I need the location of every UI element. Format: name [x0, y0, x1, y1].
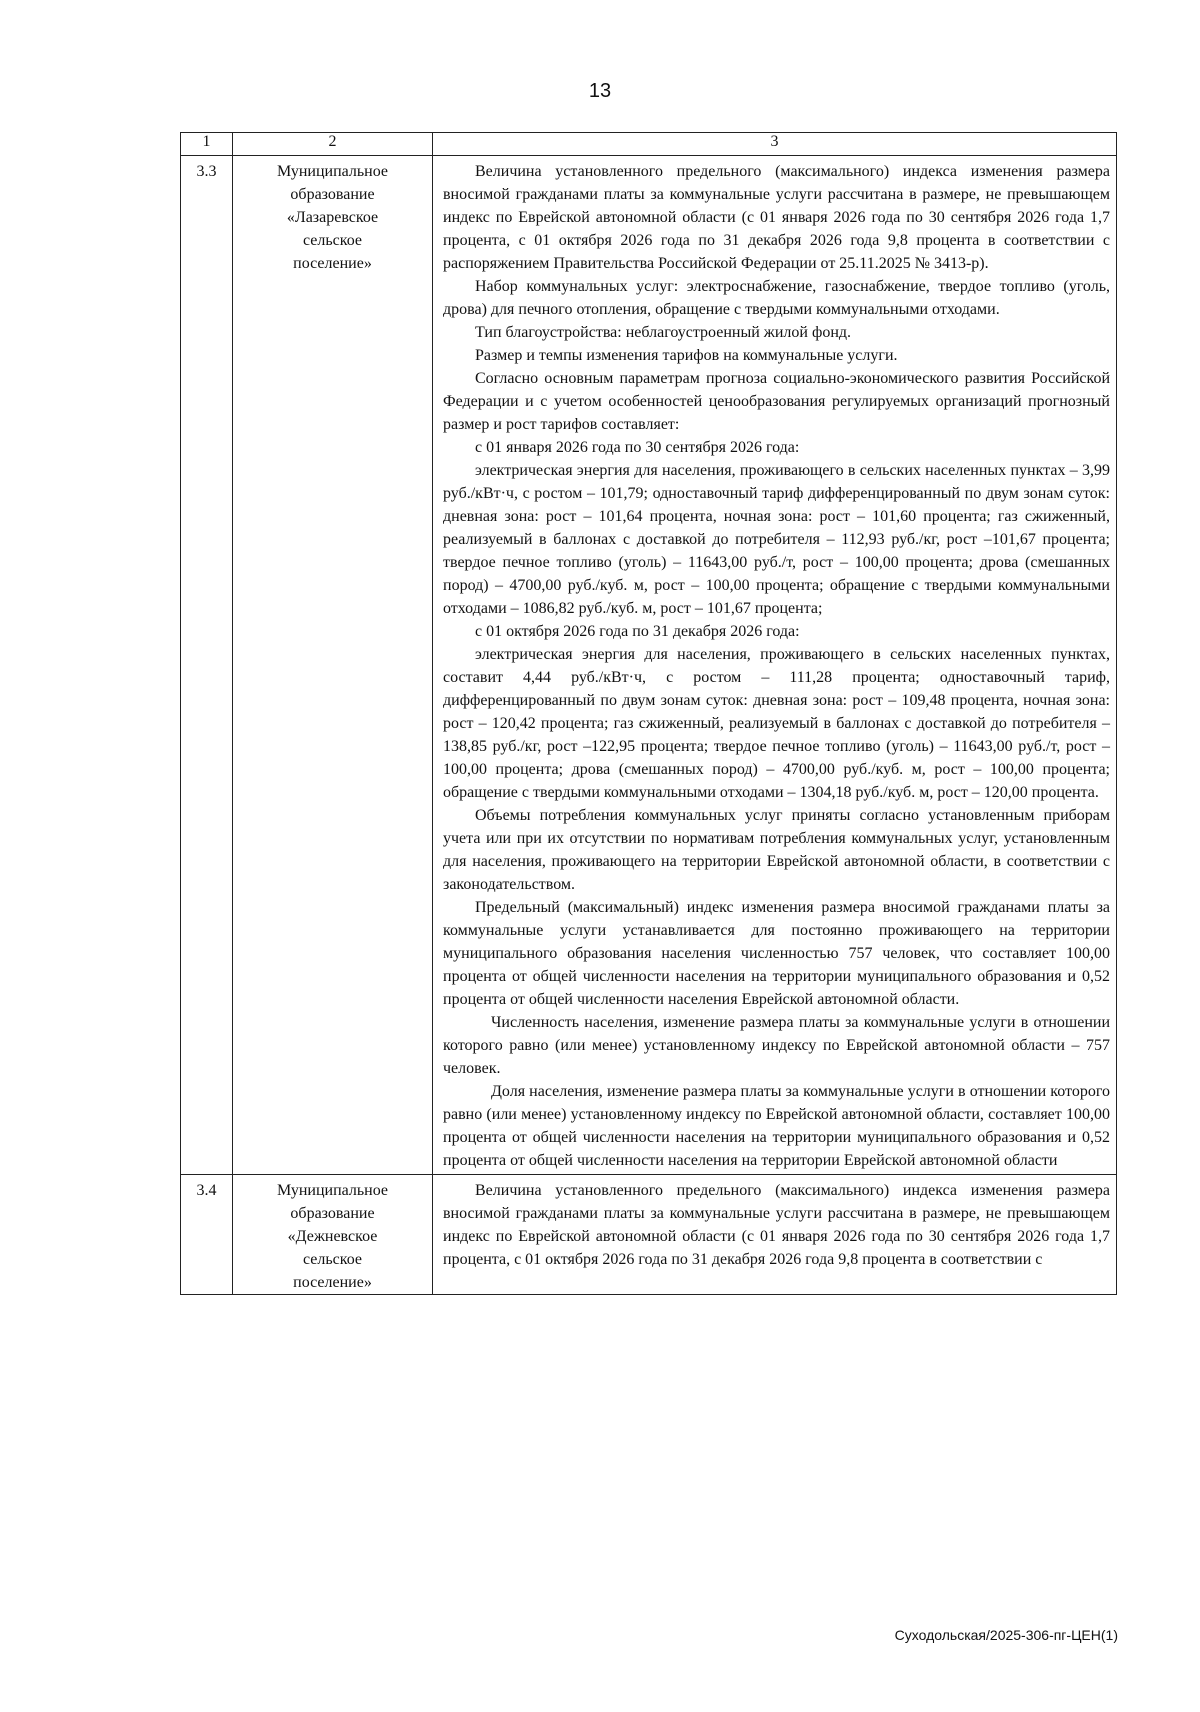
- municipality-name: [233, 156, 433, 1175]
- paragraph: Численность населения, изменение размера платы за коммунальные услуги в отношении которого равно (или менее) установленному индексу по Еврейской автономной области – 757 человек.: [443, 1014, 1110, 1077]
- row-number: 3.3: [181, 156, 233, 1175]
- name-line: образование: [290, 186, 375, 203]
- table-header-row: [181, 133, 1117, 156]
- paragraph: электрическая энергия для населения, проживающего в сельских населенных пунктах – 3,99 руб./кВт·ч, с ростом – 101,79; одноставочный тариф дифференцированный по двум зонам суток: дневная зона: рост – 101,64 процента, ночная зона: рост – 101,60 процента; газ сжиженный, реализуемый в баллонах с доставкой до потребителя – 112,93 руб./кг, рост –101,67 процента; твердое печное топливо (уголь) – 11643,00 руб./т, рост – 100,00 процента; дрова (смешанных пород) – 4700,00 руб./куб. м, рост – 100,00 процента; обращение с твердыми коммунальными отходами – 1086,82 руб./куб. м, рост – 101,67 процента;: [443, 462, 1110, 617]
- paragraph: Предельный (максимальный) индекс изменения размера вносимой гражданами платы за коммунальные услуги устанавливается для постоянно проживающего на территории муниципального образования населения численностью 757 человек, что составляет 100,00 процента от общей численности населения на территории муниципального образования и 0,52 процента от общей численности населения Еврейской автономной области.: [443, 899, 1110, 1008]
- paragraph: Набор коммунальных услуг: электроснабжение, газоснабжение, твердое топливо (уголь, дрова) для печного отопления, обращение с твердыми коммунальными отходами.: [443, 278, 1110, 318]
- tariff-table: [180, 132, 1117, 1295]
- name-line: «Лазаревское: [286, 209, 379, 226]
- paragraph: Тип благоустройства: неблагоустроенный жилой фонд.: [475, 324, 852, 341]
- name-line: сельское: [302, 1251, 363, 1268]
- paragraph: Согласно основным параметрам прогноза социально-экономического развития Российской Федерации и с учетом особенностей ценообразования регулируемых организаций прогнозный размер и рост тарифов составляет:: [443, 370, 1110, 433]
- municipality-name: [233, 1175, 433, 1295]
- document-code: Суходольская/2025-306-пг-ЦЕН(1): [894, 1627, 1118, 1643]
- paragraph: Доля населения, изменение размера платы за коммунальные услуги в отношении которого равно (или менее) установленному индексу по Еврейской автономной области, составляет 100,00 процента от общей численности населения на территории муниципального образования и 0,52 процента от общей численности населения на территории Еврейской автономной области: [443, 1083, 1110, 1169]
- paragraph: с 01 октября 2026 года по 31 декабря 2026 года:: [475, 623, 800, 640]
- name-line: образование: [290, 1205, 375, 1222]
- page-number: 13: [588, 80, 612, 102]
- name-line: Муниципальное: [276, 163, 389, 180]
- column-header-3: 3: [433, 133, 1117, 156]
- paragraph: Размер и темпы изменения тарифов на коммунальные услуги.: [475, 347, 898, 364]
- name-line: «Дежневское: [287, 1228, 378, 1245]
- name-line: сельское: [302, 232, 363, 249]
- name-line: поселение»: [293, 1274, 372, 1291]
- paragraph: Величина установленного предельного (максимального) индекса изменения размера вносимой гражданами платы за коммунальные услуги рассчитана в размере, не превышающем индекс по Еврейской автономной области (с 01 января 2026 года по 30 сентября 2026 года 1,7 процента, с 01 октября 2026 года по 31 декабря 2026 года 9,8 процента в соответствии с распоряжением Правительства Российской Федерации от 25.11.2025 № 3413-р).: [443, 163, 1110, 272]
- name-line: поселение»: [293, 255, 372, 272]
- name-line: Муниципальное: [276, 1182, 389, 1199]
- column-header-2: 2: [233, 133, 433, 156]
- paragraph: Величина установленного предельного (максимального) индекса изменения размера вносимой гражданами платы за коммунальные услуги рассчитана в размере, не превышающем индекс по Еврейской автономной области (с 01 января 2026 года по 30 сентября 2026 года 1,7 процента, с 01 октября 2026 года по 31 декабря 2026 года 9,8 процента в соответствии с: [443, 1182, 1110, 1268]
- paragraph: с 01 января 2026 года по 30 сентября 2026 года:: [475, 439, 800, 456]
- column-header-1: 1: [181, 133, 233, 156]
- description-cell: [433, 156, 1117, 1175]
- paragraph: электрическая энергия для населения, проживающего в сельских населенных пунктах, составит 4,44 руб./кВт·ч, с ростом – 111,28 процента; одноставочный тариф, дифференцированный по двум зонам суток: дневная зона: рост – 109,48 процента, ночная зона: рост – 120,42 процента; газ сжиженный, реализуемый в баллонах с доставкой до потребителя – 138,85 руб./кг, рост –122,95 процента; твердое печное топливо (уголь) – 11643,00 руб./т, рост – 100,00 процента; дрова (смешанных пород) – 4700,00 руб./куб. м, рост – 100,00 процента; обращение с твердыми коммунальными отходами – 1304,18 руб./куб. м, рост – 120,00 процента.: [443, 646, 1110, 801]
- table-row: [181, 156, 1117, 1175]
- row-number: 3.4: [181, 1175, 233, 1295]
- table-row: [181, 1175, 1117, 1295]
- paragraph: Объемы потребления коммунальных услуг приняты согласно установленным приборам учета или при их отсутствии по нормативам потребления коммунальных услуг, установленным для населения, проживающего на территории Еврейской автономной области, в соответствии с законодательством.: [443, 807, 1110, 893]
- description-cell: [433, 1175, 1117, 1295]
